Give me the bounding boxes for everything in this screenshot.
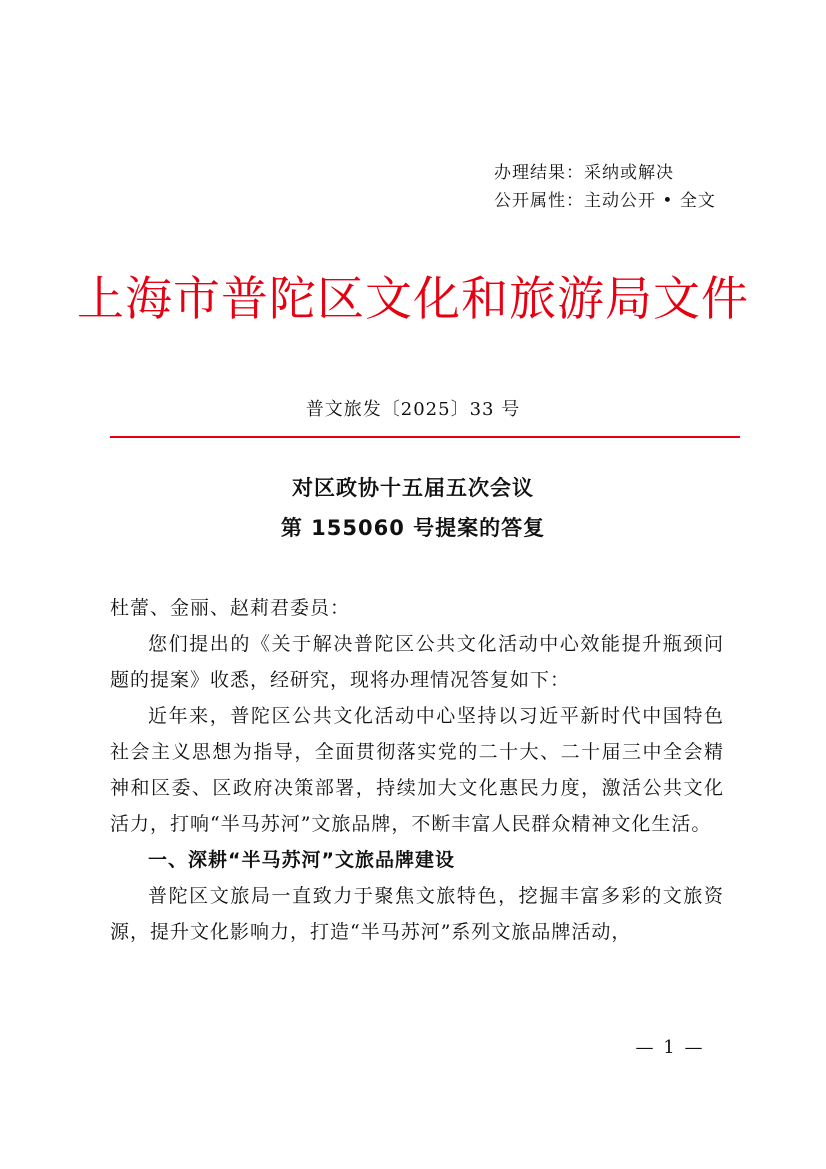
subject-title-line-2: 第 155060 号提案的答复 [280,516,546,540]
section-heading-1: 一、深耕“半马苏河”文旅品牌建设 [148,849,455,871]
issuing-authority-title: 上海市普陀区文化和旅游局文件 [77,272,749,327]
salutation: 杜蕾、金丽、赵莉君委员： [110,597,351,619]
document-body [110,590,724,950]
subject-title-line-1: 对区政协十五届五次会议 [292,476,534,500]
paragraph-1: 您们提出的《关于解决普陀区公共文化活动中心效能提升瓶颈问题的提案》收悉，经研究，现将办理情况答复如下： [110,633,724,691]
handling-result-label: 办理结果：采纳或解决 [494,163,674,183]
paragraph-2: 近年来，普陀区公共文化活动中心坚持以习近平新时代中国特色社会主义思想为指导，全面贯彻落实党的二十大、二十届三中全会精神和区委、区政府决策部署，持续加大文化惠民力度，激活公共文化活力，打响“半马苏河”文旅品牌，不断丰富人民群众精神文化生活。 [110,705,724,835]
document-number: 普文旅发〔2025〕33 号 [305,399,521,420]
disclosure-label: 公开属性：主动公开 • 全文 [494,191,716,211]
red-divider [110,436,740,438]
paragraph-3: 普陀区文旅局一直致力于聚焦文旅特色，挖掘丰富多彩的文旅资源，提升文化影响力，打造“半马苏河”系列文旅品牌活动， [110,885,724,943]
page-number: — 1 — [635,1037,705,1058]
